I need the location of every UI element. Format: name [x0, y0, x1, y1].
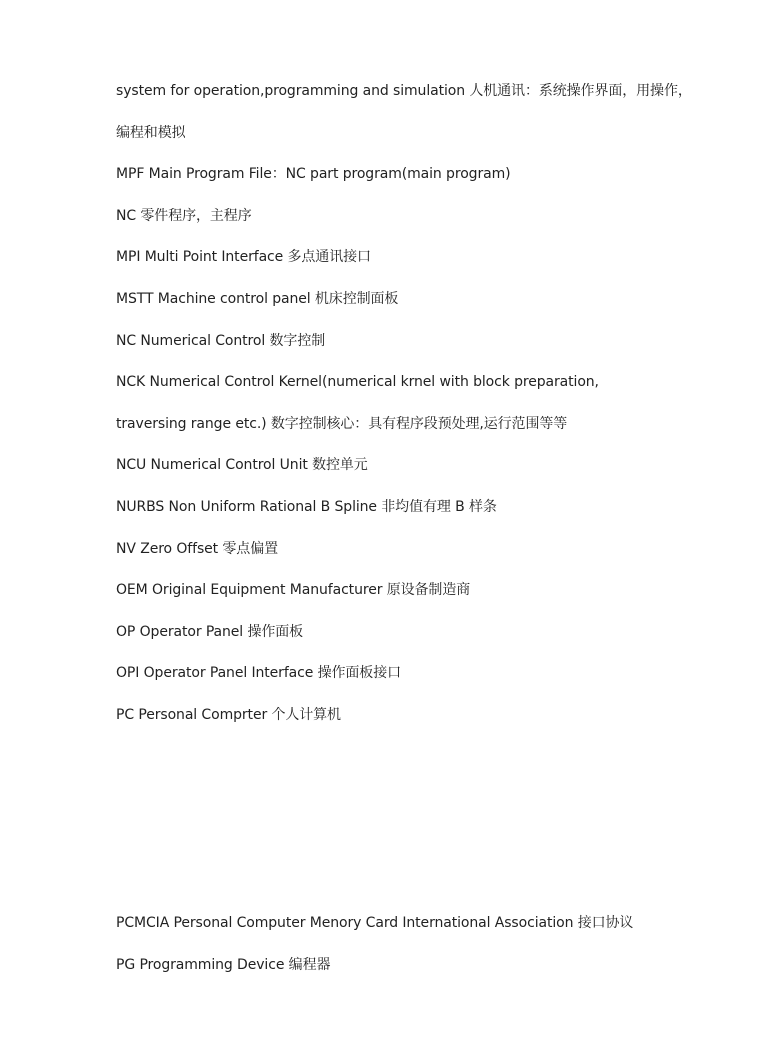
- glossary-line: 编程和模拟: [116, 124, 186, 141]
- glossary-line: OP Operator Panel 操作面板: [116, 623, 304, 640]
- glossary-line: NURBS Non Uniform Rational B Spline 非均值有理 B 样条: [116, 498, 497, 515]
- glossary-line: NV Zero Offset 零点偏置: [116, 540, 278, 557]
- glossary-line: PG Programming Device 编程器: [116, 956, 331, 973]
- glossary-line: MSTT Machine control panel 机床控制面板: [116, 290, 399, 307]
- glossary-line: MPI Multi Point Interface 多点通讯接口: [116, 249, 371, 266]
- glossary-line: traversing range etc.) 数字控制核心：具有程序段预处理,运行范围等等: [116, 415, 568, 432]
- glossary-line: NC 零件程序，主程序: [116, 207, 252, 224]
- glossary-line: system for operation,programming and simulation 人机通讯：系统操作界面，用操作，: [116, 83, 692, 99]
- glossary-list-top: [116, 81, 756, 747]
- glossary-line: NCK Numerical Control Kernel(numerical krnel with block preparation,: [116, 374, 599, 391]
- glossary-line: PCMCIA Personal Computer Menory Card International Association 接口协议: [116, 915, 634, 931]
- glossary-line: OEM Original Equipment Manufacturer 原设备制造商: [116, 582, 471, 599]
- glossary-line: NC Numerical Control 数字控制: [116, 332, 326, 349]
- glossary-line: MPF Main Program File：NC part program(main program): [116, 166, 511, 183]
- glossary-line: NCU Numerical Control Unit 数控单元: [116, 457, 368, 474]
- glossary-line: OPI Operator Panel Interface 操作面板接口: [116, 665, 402, 682]
- glossary-line: PC Personal Comprter 个人计算机: [116, 706, 341, 723]
- glossary-list-bottom: [116, 913, 756, 996]
